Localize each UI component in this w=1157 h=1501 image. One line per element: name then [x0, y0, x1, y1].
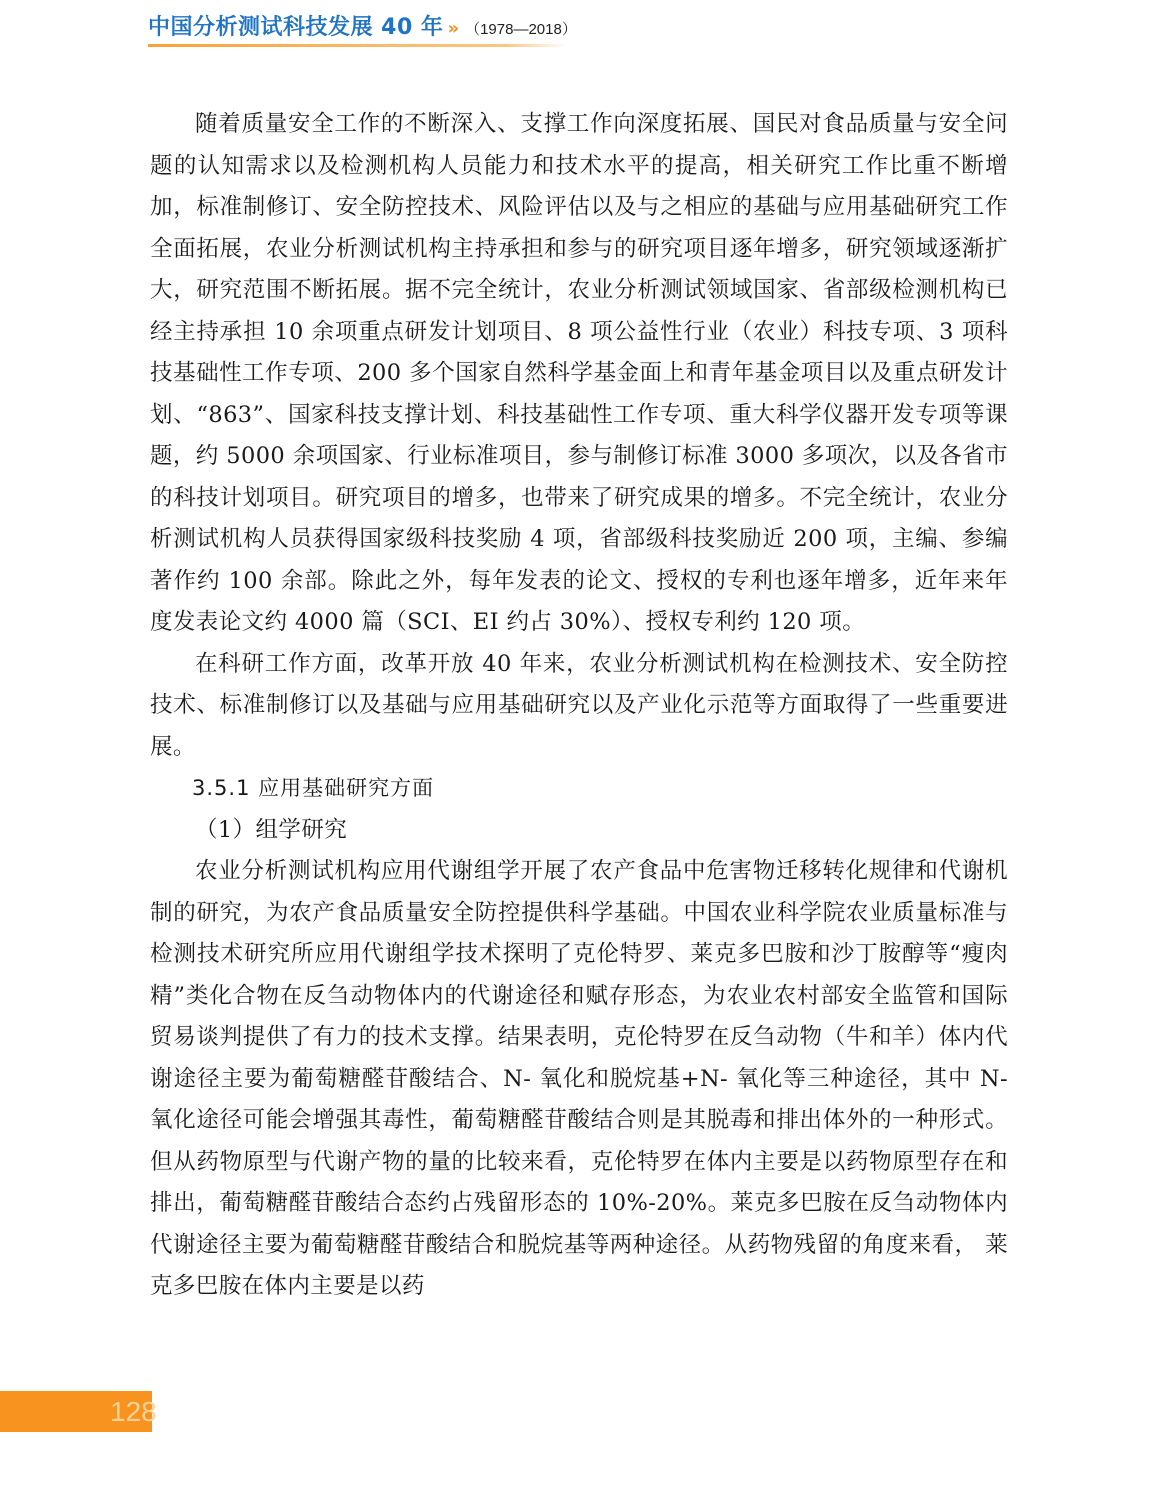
- paragraph-3: 农业分析测试机构应用代谢组学开展了农产食品中危害物迁移转化规律和代谢机制的研究，为农产食品质量安全防控提供科学基础。中国农业科学院农业质量标准与检测技术研究所应用代谢组学技术探明了克伦特罗、莱克多巴胺和沙丁胺醇等“瘦肉精”类化合物在反刍动物体内的代谢途径和赋存形态，为农业农村部安全监管和国际贸易谈判提供了有力的技术支撑。结果表明，克伦特罗在反刍动物（牛和羊）体内代谢途径主要为葡萄糖醛苷酸结合、N- 氧化和脱烷基+N- 氧化等三种途径，其中 N- 氧化途径可能会增强其毒性，葡萄糖醛苷酸结合则是其脱毒和排出体外的一种形式。但从药物原型与代谢产物的量的比较来看，克伦特罗在体内主要是以药物原型存在和排出，葡萄糖醛苷酸结合态约占残留形态的 10%-20%。莱克多巴胺在反刍动物体内代谢途径主要为葡萄糖醛苷酸结合和脱烷基等两种途径。从药物残留的角度来看， 莱克多巴胺在体内主要是以药: [150, 858, 1008, 1299]
- book-years: （1978—2018）: [465, 21, 577, 38]
- paragraph-1: 随着质量安全工作的不断深入、支撑工作向深度拓展、国民对食品质量与安全问题的认知需求以及检测机构人员能力和技术水平的提高，相关研究工作比重不断增加，标准制修订、安全防控技术、风险评估以及与之相应的基础与应用基础研究工作全面拓展，农业分析测试机构主持承担和参与的研究项目逐年增多，研究领域逐渐扩大，研究范围不断拓展。据不完全统计，农业分析测试领域国家、省部级检测机构已经主持承担 10 余项重点研发计划项目、8 项公益性行业（农业）科技专项、3 项科技基础性工作专项、200 多个国家自然科学基金面上和青年基金项目以及重点研发计划、“863”、国家科技支撑计划、科技基础性工作专项、重大科学仪器开发专项等课题，约 5000 余项国家、行业标准项目，参与制修订标准 3000 多项次，以及各省市的科技计划项目。研究项目的增多，也带来了研究成果的增多。不完全统计，农业分析测试机构人员获得国家级科技奖励 4 项，省部级科技奖励近 200 项，主编、参编著作约 100 余部。除此之外，每年发表的论文、授权的专利也逐年增多，近年来年度发表论文约 4000 篇（SCI、EI 约占 30%）、授权专利约 120 项。: [150, 111, 1008, 635]
- double-arrow-icon: »: [447, 18, 460, 39]
- sub-heading: （1）组学研究: [195, 816, 348, 843]
- running-header: [148, 10, 577, 44]
- page-body: [150, 104, 1008, 1308]
- book-title: 中国分析测试科技发展 40 年: [148, 15, 444, 40]
- page-number: 128: [110, 1396, 157, 1427]
- header-divider: [148, 44, 568, 47]
- section-heading: 3.5.1 应用基础研究方面: [192, 776, 435, 800]
- paragraph-2: 在科研工作方面，改革开放 40 年来，农业分析测试机构在检测技术、安全防控技术、标准制修订以及基础与应用基础研究以及产业化示范等方面取得了一些重要进展。: [150, 650, 1008, 760]
